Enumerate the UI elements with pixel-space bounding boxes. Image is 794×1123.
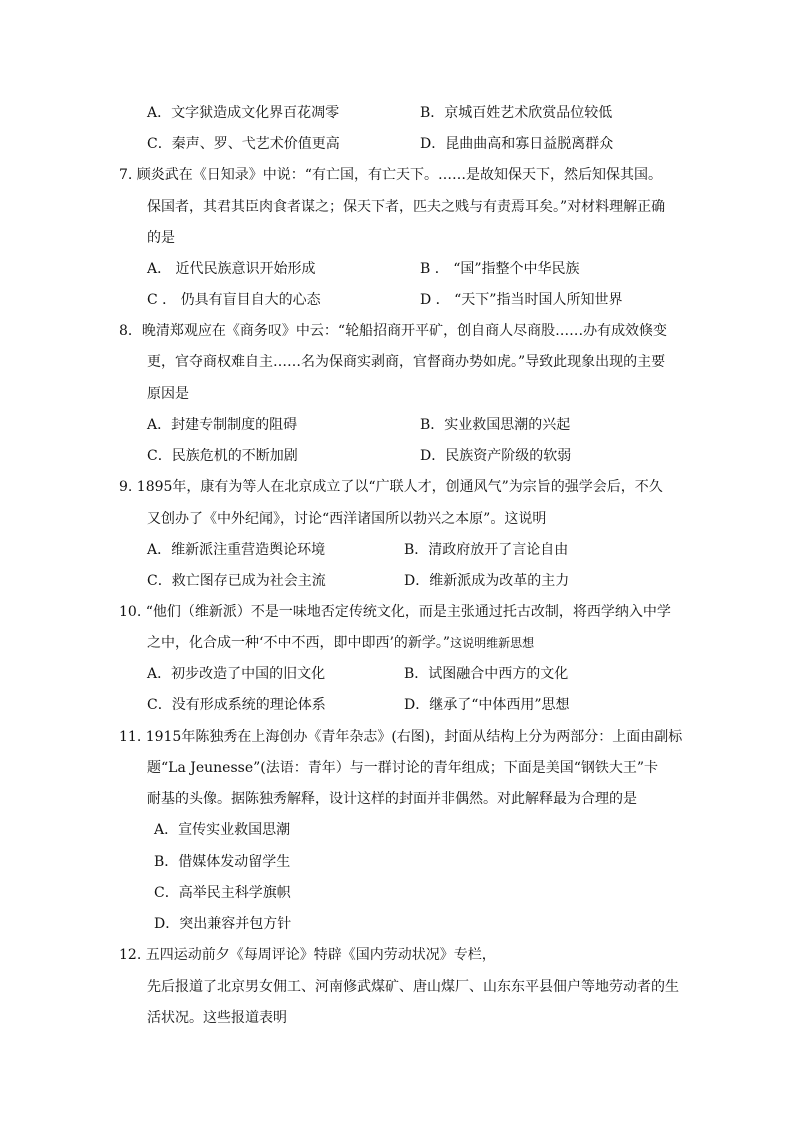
q10-stem-line2-main: 之中，化合成一种‘不中不西，即中即西’的新学。” — [147, 635, 451, 651]
q9-option-b: B．清政府放开了言论自由 — [404, 542, 569, 558]
q6-option-a: A．文字狱造成文化界百花凋零 — [147, 105, 340, 121]
q6-option-d: D．昆曲曲高和寡日益脱离群众 — [420, 136, 614, 152]
q11-stem-line3: 耐基的头像。据陈独秀解释，设计这样的封面并非偶然。对此解释最为合理的是 — [147, 791, 637, 807]
q11-option-a: A．宣传实业救国思潮 — [154, 822, 291, 838]
q11-stem-line2: 题“La Jeunesse”(法语：青年）与一群讨论的青年组成；下面是美国“钢铁大王”卡 — [147, 760, 659, 776]
q8-option-c: C．民族危机的不断加剧 — [147, 448, 298, 464]
q10-option-c: C．没有形成系统的理论体系 — [147, 697, 326, 713]
q7-option-d: D ． “天下”指当时国人所知世界 — [420, 292, 623, 308]
q10-option-b: B．试图融合中西方的文化 — [404, 666, 569, 682]
q10-option-a: A．初步改造了中国的旧文化 — [147, 666, 326, 682]
q8-stem-line2: 更，官夺商权难自主……名为保商实剥商，官督商办势如虎。”导致此现象出现的主要 — [147, 354, 666, 370]
q11-option-b: B．借媒体发动留学生 — [154, 854, 291, 870]
q12-stem-line1: 12. 五四运动前夕《每周评论》特辟《国内劳动状况》专栏， — [119, 947, 496, 963]
q6-option-b: B．京城百姓艺术欣赏品位较低 — [420, 105, 613, 121]
q12-stem-line3: 活状况。这些报道表明 — [147, 1010, 287, 1026]
q10-option-d: D．继承了“中体西用”思想 — [404, 697, 570, 713]
q7-stem-line2: 保国者，其君其臣肉食者谋之；保天下者，匹夫之贱与有责焉耳矣。”对材料理解正确 — [147, 199, 666, 215]
q11-option-d: D．突出兼容并包方针 — [154, 916, 292, 932]
q10-stem-line1: 10. “他们（维新派）不是一味地否定传统文化，而是主张通过托古改制，将西学纳入中学 — [119, 604, 671, 620]
q8-option-a: A．封建专制制度的阻碍 — [147, 417, 298, 433]
q9-stem-line2: 又创办了《中外纪闻》，讨论“西洋诸国所以勃兴之本原”。这说明 — [147, 511, 547, 527]
q7-stem-line3: 的是 — [147, 230, 175, 246]
q10-stem-line2 — [147, 634, 534, 652]
q9-option-a: A．维新派注重营造舆论环境 — [147, 542, 326, 558]
q8-option-b: B．实业救国思潮的兴起 — [420, 417, 571, 433]
q11-stem-line1: 11. 1915年陈独秀在上海创办《青年杂志》(右图)，封面从结构上分为两部分：上面由副标 — [119, 729, 683, 745]
q12-stem-line2: 先后报道了北京男女佣工、河南修武煤矿、唐山煤厂、山东东平县佃户等地劳动者的生 — [147, 979, 679, 995]
q7-option-a: A． 近代民族意识开始形成 — [147, 261, 316, 277]
q8-stem-line1: 8．晚清郑观应在《商务叹》中云：“轮船招商开平矿，创自商人尽商股……办有成效倏变 — [119, 323, 668, 339]
q7-option-c: C ． 仍具有盲目自大的心态 — [147, 292, 321, 308]
q9-stem-line1: 9. 1895年，康有为等人在北京成立了以“广联人才，创通风气”为宗旨的强学会后，不久 — [119, 479, 663, 495]
q7-option-b: B ． “国”指整个中华民族 — [420, 261, 580, 277]
q9-option-d: D．维新派成为改革的主力 — [404, 573, 570, 589]
q10-stem-line2-tail: 这说明维新思想 — [450, 636, 535, 650]
q9-option-c: C．救亡图存已成为社会主流 — [147, 573, 326, 589]
q7-stem-line1: 7. 顾炎武在《日知录》中说：“有亡国，有亡天下。……是故知保天下，然后知保其国。 — [119, 167, 662, 183]
q6-option-c: C．秦声、罗、弋艺术价值更高 — [147, 136, 340, 152]
q8-stem-line3: 原因是 — [147, 386, 189, 402]
q8-option-d: D．民族资产阶级的软弱 — [420, 448, 572, 464]
q11-option-c: C．高举民主科学旗帜 — [154, 885, 291, 901]
